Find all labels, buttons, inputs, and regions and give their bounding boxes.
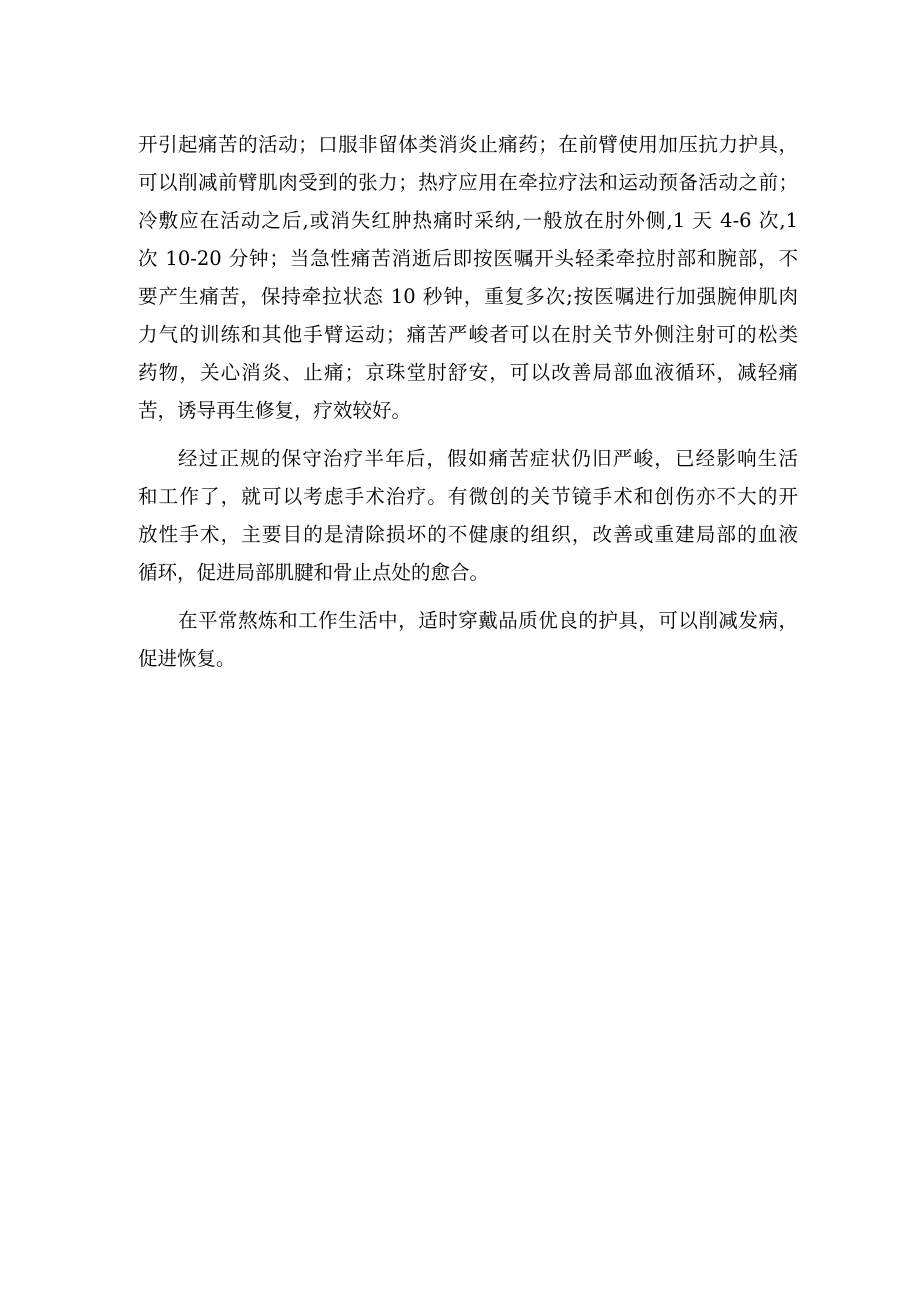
text-line: 力气的训练和其他手臂运动；痛苦严峻者可以在肘关节外侧注射可的松类: [138, 323, 798, 346]
document-body: [138, 126, 798, 678]
paragraph-spacer: [138, 592, 798, 602]
text-line: 药物，关心消炎、止痛；京珠堂肘舒安，可以改善局部血液循环，减轻痛: [138, 361, 798, 384]
paragraph: [138, 440, 798, 592]
text-line: 循环，促进局部肌腱和骨止点处的愈合。: [138, 561, 490, 584]
text-line: 和工作了，就可以考虑手术治疗。有微创的关节镜手术和创伤亦不大的开: [138, 485, 798, 508]
text-line: 苦，诱导再生修复，疗效较好。: [138, 399, 412, 422]
paragraph-spacer: [138, 430, 798, 440]
text-line: 次 10-20 分钟；当急性痛苦消逝后即按医嘱开头轻柔牵拉肘部和腕部，不: [138, 247, 798, 270]
paragraph: [138, 126, 798, 430]
text-line: 经过正规的保守治疗半年后，假如痛苦症状仍旧严峻，已经影响生活: [178, 447, 798, 470]
paragraph: [138, 602, 798, 678]
text-line: 促进恢复。: [138, 647, 236, 670]
text-line: 冷敷应在活动之后,或消失红肿热痛时采纳,一般放在肘外侧,1 天 4-6 次,1: [138, 209, 798, 232]
text-line: 在平常熬炼和工作生活中，适时穿戴品质优良的护具，可以削减发病，: [178, 609, 798, 632]
text-line: 开引起痛苦的活动；口服非留体类消炎止痛药；在前臂使用加压抗力护具，: [138, 133, 798, 156]
text-line: 要产生痛苦，保持牵拉状态 10 秒钟，重复多次;按医嘱进行加强腕伸肌肉: [138, 285, 798, 308]
text-line: 可以削减前臂肌肉受到的张力；热疗应用在牵拉疗法和运动预备活动之前；: [138, 171, 798, 194]
text-line: 放性手术，主要目的是清除损坏的不健康的组织，改善或重建局部的血液: [138, 523, 798, 546]
